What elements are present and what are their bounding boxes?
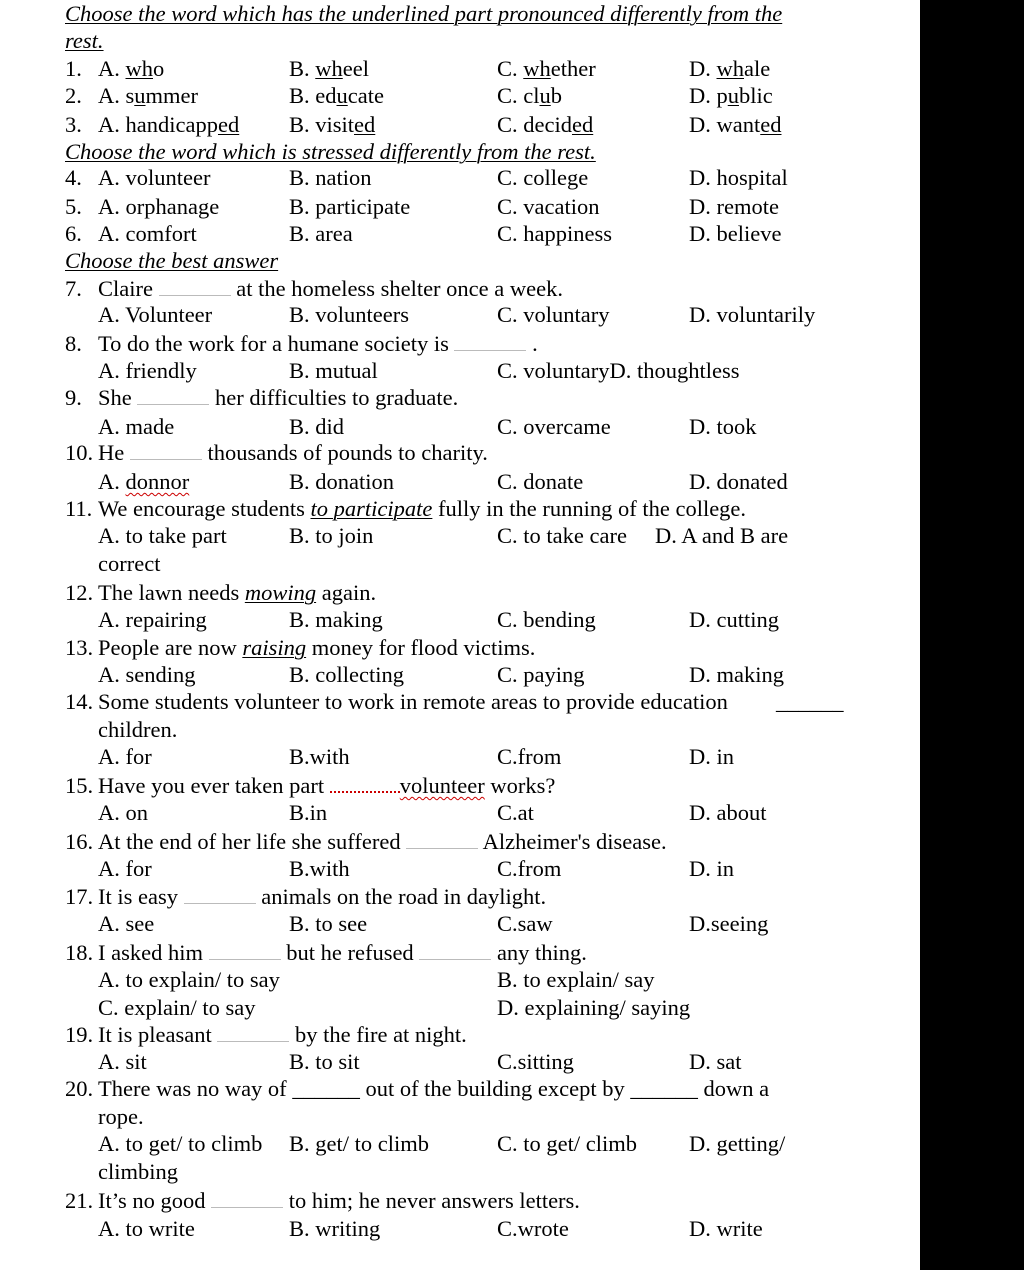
option-c: C.saw: [497, 911, 553, 936]
option-c: C.sitting: [497, 1049, 574, 1074]
question-text: To do the work for a humane society is .: [98, 331, 538, 356]
option-d: D. in: [689, 856, 734, 881]
option-b: B. writing: [289, 1216, 381, 1241]
question-text: She her difficulties to graduate.: [98, 385, 459, 410]
option-a: A. sit: [98, 1049, 147, 1074]
option-b: B.with: [289, 744, 350, 769]
option-b: B. visited: [289, 112, 376, 137]
option-b: B. making: [289, 607, 383, 632]
option-b: B. nation: [289, 165, 372, 190]
section-heading-stress: Choose the word which is stressed differently from the rest.: [65, 139, 596, 164]
option-b: B.in: [289, 800, 328, 825]
option-c: C.from: [497, 856, 562, 881]
answer-blank: [211, 1189, 283, 1208]
option-a: A. repairing: [98, 607, 207, 632]
section-heading-pronunciation: Choose the word which has the underlined part pronounced differently from the: [65, 1, 783, 26]
option-b: B. to sit: [289, 1049, 360, 1074]
option-b: B.with: [289, 856, 350, 881]
option-b: B. volunteers: [289, 302, 409, 327]
option-d: D. cutting: [689, 607, 779, 632]
option-c: C.wrote: [497, 1216, 569, 1241]
option-c: C. paying: [497, 662, 585, 687]
question-text-cont: children.: [98, 717, 178, 742]
answer-blank: [217, 1023, 289, 1042]
question-text: Have you ever taken part volunteer works?: [98, 773, 556, 798]
option-a: A. who: [98, 56, 165, 81]
option-d: D. getting/: [689, 1131, 786, 1156]
answer-blank: [130, 441, 202, 460]
option-d: D. making: [689, 662, 784, 687]
question-number: 16.: [65, 829, 94, 854]
option-d-cont: correct: [98, 551, 161, 576]
option-d: D. sat: [689, 1049, 742, 1074]
question-text: He thousands of pounds to charity.: [98, 440, 488, 465]
option-d: D. believe: [689, 221, 782, 246]
answer-blank: [159, 277, 231, 296]
question-number: 11.: [65, 496, 93, 521]
option-d: D. donated: [689, 469, 788, 494]
question-text: There was no way of ______ out of the building except by ______ down a: [98, 1076, 770, 1101]
option-d: D. A and B are: [655, 523, 789, 548]
option-a: A. for: [98, 744, 152, 769]
option-c: C. bending: [497, 607, 596, 632]
answer-blank: ______: [776, 689, 844, 714]
option-c: C.from: [497, 744, 562, 769]
option-a: A. handicapped: [98, 112, 240, 137]
option-a: A. volunteer: [98, 165, 211, 190]
question-number: 3.: [65, 112, 82, 137]
option-d: D. whale: [689, 56, 771, 81]
question-number: 12.: [65, 580, 94, 605]
question-text: I asked him but he refused any thing.: [98, 940, 587, 965]
question-number: 14.: [65, 689, 94, 714]
question-text: It’s no good to him; he never answers letters.: [98, 1188, 580, 1213]
option-c: C. club: [497, 83, 562, 108]
option-b: B. mutual: [289, 358, 378, 383]
option-a: A. donnor: [98, 469, 190, 494]
option-a: A. summer: [98, 83, 198, 108]
question-text: The lawn needs mowing again.: [98, 580, 377, 605]
question-text: At the end of her life she suffered Alzheimer's disease.: [98, 829, 667, 854]
question-number: 9.: [65, 385, 82, 410]
option-c: C. voluntary: [497, 302, 610, 327]
section-heading-best-answer: Choose the best answer: [65, 248, 279, 273]
answer-blank: [137, 386, 209, 405]
option-a: A. see: [98, 911, 155, 936]
question-text: Claire at the homeless shelter once a week.: [98, 276, 563, 301]
option-c: C. whether: [497, 56, 596, 81]
option-c: C. to take care: [497, 523, 627, 548]
answer-blank: [419, 941, 491, 960]
option-a: A. orphanage: [98, 194, 220, 219]
option-c: C. college: [497, 165, 589, 190]
option-d: D. voluntarily: [689, 302, 816, 327]
option-d: D. hospital: [689, 165, 788, 190]
answer-blank: [184, 885, 256, 904]
answer-blank: [209, 941, 281, 960]
option-c: C.at: [497, 800, 534, 825]
question-text: It is pleasant by the fire at night.: [98, 1022, 467, 1047]
option-d: D. write: [689, 1216, 763, 1241]
question-number: 2.: [65, 83, 82, 108]
question-number: 15.: [65, 773, 94, 798]
option-d: D. remote: [689, 194, 779, 219]
option-b: B. to join: [289, 523, 374, 548]
spellcheck-blank: [330, 777, 400, 793]
question-number: 17.: [65, 884, 94, 909]
option-c: C. decided: [497, 112, 594, 137]
option-a: A. comfort: [98, 221, 197, 246]
question-number: 13.: [65, 635, 94, 660]
option-a: A. Volunteer: [98, 302, 213, 327]
option-a: A. friendly: [98, 358, 197, 383]
option-a: A. to explain/ to say: [98, 967, 280, 992]
option-c: C. voluntaryD. thoughtless: [497, 358, 740, 383]
option-d: D. in: [689, 744, 734, 769]
option-b: B. to see: [289, 911, 368, 936]
option-d-cont: climbing: [98, 1159, 178, 1184]
question-number: 8.: [65, 331, 82, 356]
question-text: People are now raising money for flood victims.: [98, 635, 536, 660]
option-a: A. to take part: [98, 523, 227, 548]
question-number: 6.: [65, 221, 82, 246]
option-c: C. donate: [497, 469, 584, 494]
option-b: B. wheel: [289, 56, 369, 81]
question-number: 21.: [65, 1188, 94, 1213]
question-number: 20.: [65, 1076, 94, 1101]
question-number: 4.: [65, 165, 82, 190]
option-c: C. to get/ climb: [497, 1131, 637, 1156]
option-a: A. sending: [98, 662, 196, 687]
option-d: D.seeing: [689, 911, 769, 936]
question-number: 10.: [65, 440, 94, 465]
option-c: C. overcame: [497, 414, 611, 439]
question-number: 18.: [65, 940, 94, 965]
question-text: We encourage students to participate fully in the running of the college.: [98, 496, 747, 521]
spellcheck-word: volunteer: [399, 773, 485, 798]
option-b: B. area: [289, 221, 353, 246]
option-d: D. public: [689, 83, 773, 108]
option-b: B. collecting: [289, 662, 404, 687]
option-b: B. did: [289, 414, 345, 439]
option-d: D. wanted: [689, 112, 782, 137]
option-a: A. for: [98, 856, 152, 881]
option-c: C. vacation: [497, 194, 600, 219]
question-number: 19.: [65, 1022, 94, 1047]
option-a: A. to write: [98, 1216, 195, 1241]
question-number: 7.: [65, 276, 82, 301]
option-b: B. donation: [289, 469, 394, 494]
option-a: A. made: [98, 414, 175, 439]
spellcheck-word: donnor: [125, 469, 190, 494]
option-a: A. on: [98, 800, 148, 825]
option-b: B. get/ to climb: [289, 1131, 429, 1156]
answer-blank: [406, 830, 478, 849]
option-b: B. to explain/ say: [497, 967, 655, 992]
section-heading-pronunciation-cont: rest.: [65, 28, 104, 53]
question-number: 5.: [65, 194, 82, 219]
option-c: C. happiness: [497, 221, 612, 246]
option-d: D. about: [689, 800, 767, 825]
option-d: D. took: [689, 414, 757, 439]
question-text: Some students volunteer to work in remote areas to provide education: [98, 689, 728, 714]
option-c: C. explain/ to say: [98, 995, 256, 1020]
answer-blank: [454, 332, 526, 351]
option-a: A. to get/ to climb: [98, 1131, 263, 1156]
option-d: D. explaining/ saying: [497, 995, 691, 1020]
question-text: It is easy animals on the road in daylight.: [98, 884, 547, 909]
question-number: 1.: [65, 56, 82, 81]
option-b: B. participate: [289, 194, 411, 219]
question-text-cont: rope.: [98, 1104, 144, 1129]
option-b: B. educate: [289, 83, 384, 108]
